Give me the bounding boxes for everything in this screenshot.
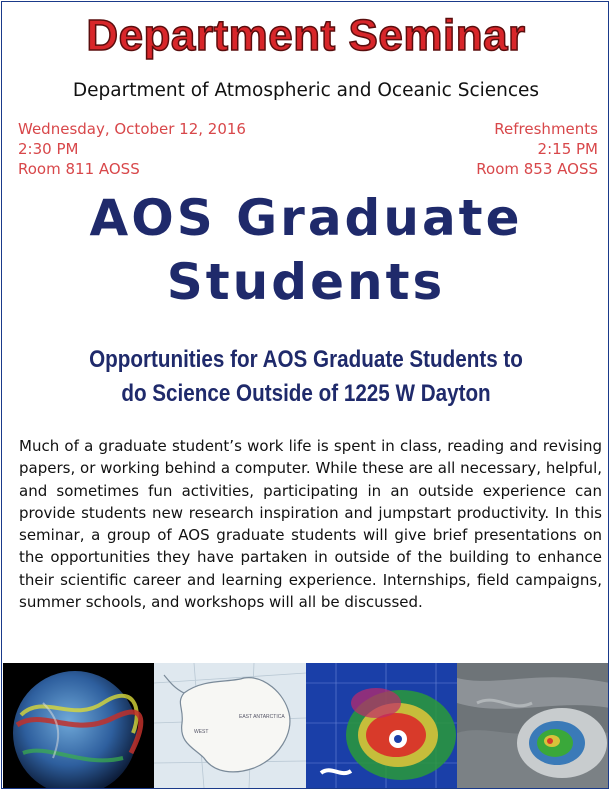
earth-globe-jetstream-image <box>3 663 154 788</box>
refreshments-details <box>476 119 598 179</box>
speaker-line-2: Students <box>166 253 446 311</box>
event-details <box>18 119 246 179</box>
image-strip <box>3 663 608 788</box>
svg-text:EAST ANTARCTICA: EAST ANTARCTICA <box>239 714 285 720</box>
svg-text:WEST: WEST <box>194 729 209 735</box>
tropical-storm-satellite-image <box>457 663 608 788</box>
department-name: Department of Atmospheric and Oceanic Sciences <box>72 80 540 101</box>
banner-title: Department Seminar <box>86 11 526 60</box>
talk-title <box>43 343 569 411</box>
refreshments-time: 2:15 PM <box>537 140 598 158</box>
hurricane-radar-image <box>306 663 457 788</box>
antarctica-map-image <box>154 663 305 788</box>
talk-title-line-1: Opportunities for AOS Graduate Students to <box>89 346 523 373</box>
event-room: Room 811 AOSS <box>18 160 140 178</box>
refreshments-room: Room 853 AOSS <box>476 160 598 178</box>
event-time: 2:30 PM <box>18 140 79 158</box>
talk-title-line-2: do Science Outside of 1225 W Dayton <box>121 380 491 407</box>
refreshments-label: Refreshments <box>494 120 598 138</box>
speaker-line-1: AOS Graduate <box>89 189 523 247</box>
abstract-text: Much of a graduate student’s work life is spent in class, reading and revising papers, or working behind a computer. While these are all necessary, helpful, and sometimes fun activities, participating in an outside experience can provide students new research inspiration and jumpstart productivity. In this seminar, a group of AOS graduate students will give brief presentations on the opportunities they have partaken in outside of the building to enhance their scientific career and learning experience. Internships, field campaigns, summer schools, and workshops will all be discussed. <box>19 437 602 612</box>
speaker-name <box>0 186 612 314</box>
event-date: Wednesday, October 12, 2016 <box>18 120 246 138</box>
